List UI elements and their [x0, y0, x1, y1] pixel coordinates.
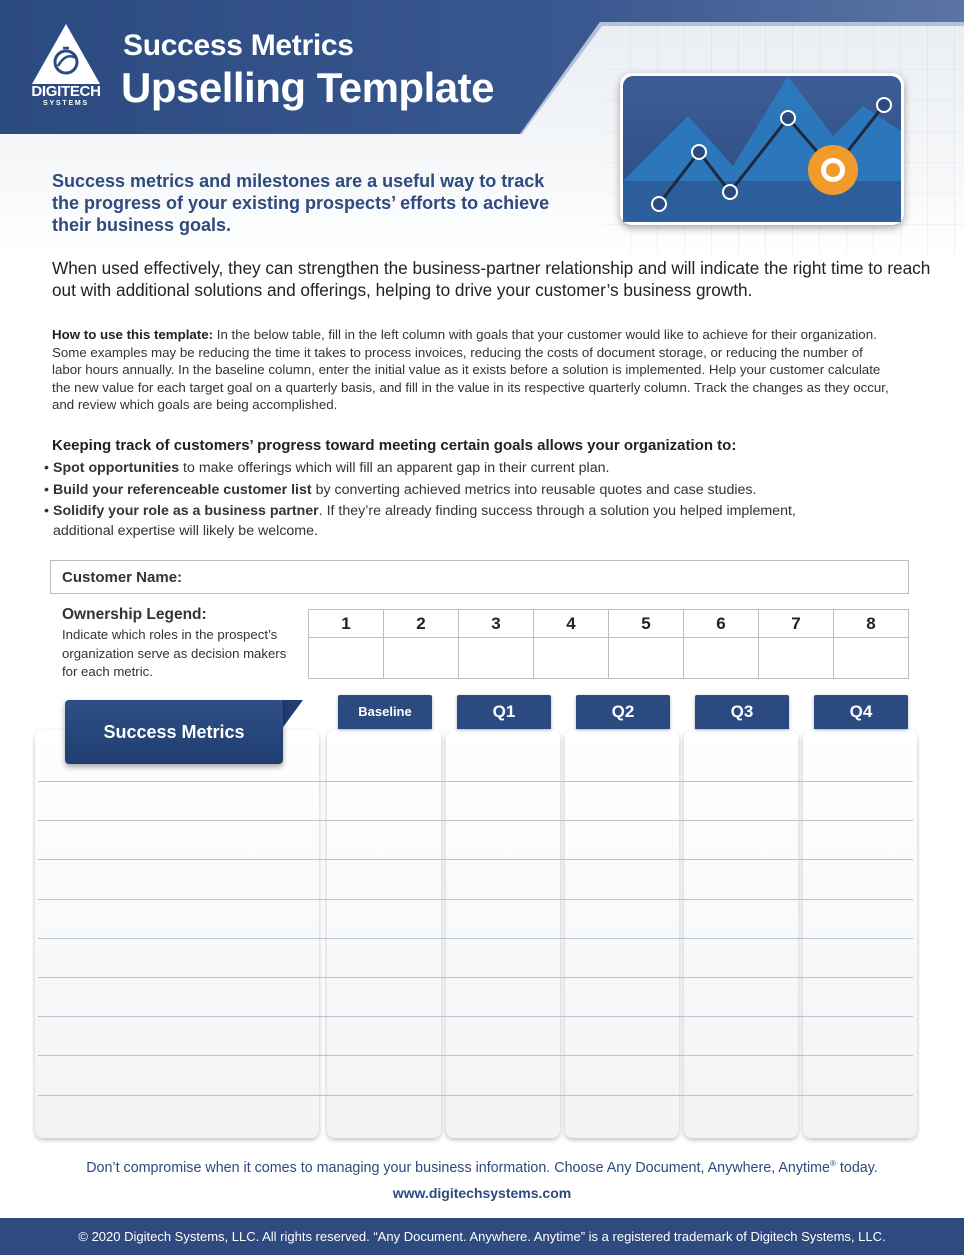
q4-column-panel[interactable]: [803, 730, 917, 1138]
legend-number: 6: [684, 610, 759, 638]
list-item: • Build your referenceable customer list by converting achieved metrics into reusable quotes and case studies.: [44, 481, 757, 498]
website-link[interactable]: www.digitechsystems.com: [392, 1185, 572, 1201]
how-to-text: In the below table, fill in the left column with goals that your customer would like to achieve for their organization. Some examples may be reducing the time it takes to process invoices, reducing the costs of document storage, or reducing the number of labor hours annually. In the baseline column, enter the initial value as it exists before a solution is implemented. Help your customer calculate the new value for each target goal on a quarterly basis, and fill in the value in its respective quarterly column. Track the changes as they occur, and review which goals are being accomplished.: [52, 327, 889, 413]
legend-entry-cell[interactable]: [309, 638, 384, 679]
list-item: • Spot opportunities to make offerings which will fill an apparent gap in their current plan.: [44, 460, 610, 476]
page-title-line2: Upselling Template: [121, 64, 494, 111]
footer-bar: [0, 1218, 964, 1255]
ownership-legend-title: Ownership Legend:: [62, 606, 207, 623]
table-row-divider: [38, 1095, 913, 1096]
decorative-chart-illustration: [620, 73, 904, 225]
table-row-divider: [38, 781, 913, 782]
legend-number: 4: [534, 610, 609, 638]
customer-name-label: Customer Name:: [62, 569, 183, 586]
column-header-q3: Q3: [695, 695, 789, 729]
chart-point-icon: [723, 185, 737, 199]
ownership-legend-table: [308, 609, 909, 679]
logo-subtext: SYSTEMS: [42, 100, 90, 107]
table-row-divider: [38, 977, 913, 978]
chart-point-icon: [781, 111, 795, 125]
legend-entry-cell[interactable]: [684, 638, 759, 679]
intro-body: When used effectively, they can strengthen the business-partner relationship and will indicate the right time to reach out with additional solutions and offerings, helping to drive your customer’s business growth.: [52, 258, 931, 300]
legend-number: 5: [609, 610, 684, 638]
chart-point-icon: [692, 145, 706, 159]
how-to-label: How to use this template:: [52, 327, 214, 342]
table-row-divider: [38, 1016, 913, 1017]
table-row-divider: [38, 859, 913, 860]
legend-entry-cell[interactable]: [534, 638, 609, 679]
logo-wordmark: DIGITECH: [31, 83, 101, 100]
legend-entry-cell[interactable]: [459, 638, 534, 679]
list-item: • Solidify your role as a business partner. If they’re already finding success through a solution you helped implement, additional expertise will likely be welcome.: [44, 503, 796, 539]
column-header-success-metrics: Success Metrics: [65, 700, 283, 764]
intro-lead: Success metrics and milestones are a useful way to track the progress of your existing prospects’ efforts to achieve their business goals.: [52, 171, 550, 235]
customer-name-field[interactable]: [50, 560, 909, 594]
table-row-divider: [38, 1055, 913, 1056]
column-header-q1: Q1: [457, 695, 551, 729]
benefits-heading: Keeping track of customers’ progress toward meeting certain goals allows your organization to:: [52, 437, 737, 454]
ownership-legend-description: Indicate which roles in the prospect’s organization serve as decision makers for each metric.: [62, 627, 287, 680]
metrics-column-panel[interactable]: [35, 730, 319, 1138]
legend-entry-cell[interactable]: [759, 638, 834, 679]
column-header-q2: Q2: [576, 695, 670, 729]
copyright-text: © 2020 Digitech Systems, LLC. All rights reserved. “Any Document. Anywhere. Anytime” is a registered trademark of Digitech Systems, LLC.: [78, 1229, 886, 1244]
table-row-divider: [38, 820, 913, 821]
page-title-line1: Success Metrics: [123, 29, 354, 62]
legend-entry-cell[interactable]: [384, 638, 459, 679]
legend-entry-cell[interactable]: [609, 638, 684, 679]
legend-entry-cell[interactable]: [834, 638, 909, 679]
column-header-baseline: Baseline: [338, 695, 432, 729]
benefits-list: [44, 459, 904, 543]
how-to-paragraph: [52, 326, 892, 414]
q2-column-panel[interactable]: [565, 730, 679, 1138]
column-header-q4: Q4: [814, 695, 908, 729]
baseline-column-panel[interactable]: [327, 730, 441, 1138]
legend-number: 3: [459, 610, 534, 638]
table-row-divider: [38, 899, 913, 900]
legend-number: 8: [834, 610, 909, 638]
header-fold-decoration: [281, 700, 303, 730]
legend-number: 7: [759, 610, 834, 638]
legend-number: 2: [384, 610, 459, 638]
chart-point-icon: [877, 98, 891, 112]
legend-number: 1: [309, 610, 384, 638]
chart-point-icon: [652, 197, 666, 211]
table-row-divider: [38, 938, 913, 939]
q1-column-panel[interactable]: [446, 730, 560, 1138]
q3-column-panel[interactable]: [684, 730, 798, 1138]
footer-tagline: Don’t compromise when it comes to managing your business information. Choose Any Document, Anywhere, Anytime® today.: [86, 1159, 878, 1176]
